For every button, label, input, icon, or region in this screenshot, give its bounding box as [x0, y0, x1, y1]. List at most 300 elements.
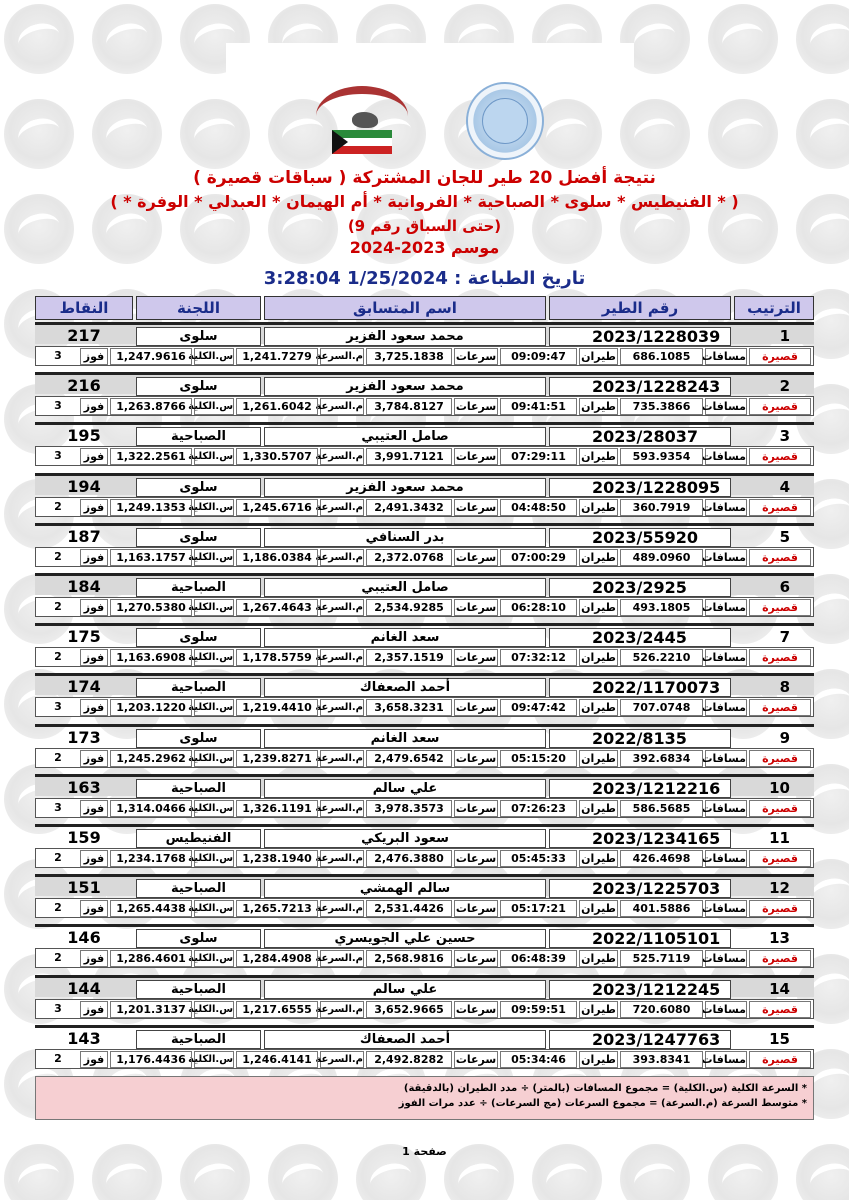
wins-value: 3 — [54, 700, 62, 714]
result-entry — [35, 975, 814, 1019]
result-detail-row — [35, 848, 814, 868]
result-main-row — [35, 1025, 814, 1047]
column-header-name: اسم المتسابق — [264, 296, 546, 320]
points-value: 143 — [67, 1028, 101, 1048]
total-speed-value: 1,247.9616 — [110, 348, 192, 365]
result-main-row — [35, 824, 814, 846]
wins-label: فوز — [80, 448, 108, 465]
speeds-sum-value: 2,492.8282 — [366, 1051, 452, 1068]
speeds-label: سرعات — [455, 601, 497, 614]
result-main-row — [35, 322, 814, 344]
wins-value: 3 — [54, 449, 62, 463]
result-main-row — [35, 774, 814, 796]
result-main-row — [35, 724, 814, 746]
distance-value: 735.3866 — [620, 398, 703, 415]
speeds-label: سرعات — [455, 952, 497, 966]
ring-number: 2023/1228039 — [549, 327, 731, 346]
total-speed-value: 1,314.0466 — [110, 800, 192, 817]
avg-speed-label: م.السرعة — [320, 750, 364, 767]
wins-value: 2 — [54, 951, 62, 965]
avg-speed-label: م.السرعة — [320, 950, 364, 967]
flight-label: طيران — [579, 850, 618, 867]
race-type-label: قصيرة — [749, 900, 811, 917]
wins-value: 2 — [54, 1051, 62, 1065]
ring-number: 2023/1212216 — [549, 779, 731, 798]
result-main-row — [35, 874, 814, 899]
ring-number: 2023/2445 — [549, 628, 731, 647]
points-value: 175 — [67, 627, 101, 647]
avg-speed-label: م.السرعة — [320, 398, 364, 415]
total-speed-label: س.الكلية — [194, 649, 234, 666]
speeds-sum-value: 2,479.6542 — [366, 750, 452, 767]
rank-value: 3 — [779, 427, 790, 446]
speeds-sum-value: 3,725.1838 — [366, 348, 452, 365]
result-detail-row — [35, 999, 814, 1019]
result-detail-row — [35, 547, 814, 567]
wins-label: فوز — [80, 398, 108, 415]
ring-number: 2023/1234165 — [549, 829, 731, 848]
wins-label: فوز — [80, 599, 108, 616]
speeds-sum-value: 3,658.3231 — [366, 699, 452, 716]
result-entry — [35, 874, 814, 918]
avg-speed-value: 1,178.5759 — [236, 649, 318, 666]
rank-value: 10 — [769, 778, 790, 797]
avg-speed-label: م.السرعة — [320, 800, 364, 817]
competitor-name: علي سالم — [264, 779, 546, 798]
total-speed-value: 1,249.1353 — [110, 499, 192, 516]
result-main-row — [35, 573, 814, 595]
race-type-label: قصيرة — [749, 699, 811, 716]
avg-speed-label: م.السرعة — [320, 649, 364, 666]
total-speed-label: س.الكلية — [194, 800, 234, 817]
points-value: 159 — [67, 828, 101, 847]
wins-value: 3 — [54, 800, 62, 814]
committee-name: الصباحية — [136, 578, 261, 597]
column-header-committee: اللجنة — [136, 296, 261, 320]
committee-name: سلوى — [136, 929, 261, 948]
result-detail-row — [35, 898, 814, 918]
committee-name: سلوى — [136, 628, 261, 647]
wins-label: فوز — [80, 549, 108, 566]
race-type-label: قصيرة — [749, 398, 811, 415]
total-speed-label: س.الكلية — [194, 499, 234, 516]
result-detail-row — [35, 446, 814, 466]
distance-value: 426.4698 — [620, 850, 703, 867]
flight-label: طيران — [579, 398, 618, 415]
total-speed-label: س.الكلية — [194, 900, 234, 917]
points-value: 184 — [67, 577, 101, 596]
ring-number: 2022/8135 — [549, 729, 731, 748]
competitor-name: حسين علي الجويسري — [264, 929, 546, 948]
total-speed-value: 1,201.3137 — [110, 1001, 192, 1018]
flight-time-value: 07:26:23 — [500, 800, 577, 817]
total-speed-label: س.الكلية — [194, 699, 234, 716]
result-entry — [35, 924, 814, 968]
speeds-sum-value: 3,784.8127 — [366, 398, 452, 415]
result-entry — [35, 774, 814, 818]
speeds-sum-value: 2,476.3880 — [366, 850, 452, 867]
race-type-label: قصيرة — [749, 549, 811, 566]
ring-number: 2023/28037 — [549, 427, 731, 446]
flight-time-value: 09:09:47 — [500, 348, 577, 365]
result-entry — [35, 1025, 814, 1069]
speeds-label: سرعات — [455, 801, 497, 815]
distances-label: مسافات — [701, 902, 746, 916]
distances-label: مسافات — [701, 651, 746, 665]
result-entry — [35, 673, 814, 717]
ring-number: 2023/55920 — [549, 528, 731, 547]
rank-value: 5 — [779, 527, 790, 546]
distance-value: 401.5886 — [620, 900, 703, 917]
avg-speed-value: 1,219.4410 — [236, 699, 318, 716]
flight-time-value: 07:00:29 — [500, 549, 577, 566]
ring-number: 2023/1247763 — [549, 1030, 731, 1049]
distances-label: مسافات — [701, 1002, 746, 1016]
flight-label: طيران — [579, 1001, 618, 1018]
distances-label: مسافات — [701, 550, 746, 564]
race-type-label: قصيرة — [749, 1001, 811, 1018]
result-entry — [35, 422, 814, 466]
committee-name: الصباحية — [136, 980, 261, 999]
ring-number: 2023/1212245 — [549, 980, 731, 999]
total-speed-value: 1,322.2561 — [110, 448, 192, 465]
avg-speed-label: م.السرعة — [320, 549, 364, 566]
total-speed-value: 1,203.1220 — [110, 699, 192, 716]
wins-value: 2 — [54, 901, 62, 915]
distances-label: مسافات — [701, 500, 746, 514]
total-speed-label: س.الكلية — [194, 448, 234, 465]
rank-value: 11 — [769, 829, 790, 847]
committee-name: سلوى — [136, 729, 261, 748]
wins-value: 2 — [54, 549, 62, 563]
rank-value: 15 — [769, 1029, 790, 1048]
speeds-label: سرعات — [455, 400, 497, 414]
speeds-label: سرعات — [455, 701, 497, 715]
total-speed-value: 1,163.1757 — [110, 549, 192, 566]
wins-value: 3 — [54, 1001, 62, 1015]
column-header-rank: الترتيب — [734, 296, 814, 320]
competitor-name: صامل العتيبي — [264, 427, 546, 446]
speeds-sum-value: 2,357.1519 — [366, 649, 452, 666]
note-total-speed: * السرعة الكلية (س.الكلية) = مجموع المسافات (بالمتر) ÷ مدد الطيران (بالدقيقة) — [403, 1083, 807, 1094]
competitor-name: محمد سعود الفزير — [264, 377, 546, 396]
total-speed-label: س.الكلية — [194, 850, 234, 867]
result-entry — [35, 322, 814, 366]
total-speed-value: 1,245.2962 — [110, 750, 192, 767]
points-value: 187 — [67, 526, 101, 546]
total-speed-value: 1,265.4438 — [110, 900, 192, 917]
total-speed-value: 1,163.6908 — [110, 649, 192, 666]
competitor-name: محمد سعود الفزير — [264, 327, 546, 346]
result-entry — [35, 724, 814, 768]
total-speed-label: س.الكلية — [194, 1051, 234, 1068]
result-detail-row — [35, 597, 814, 617]
total-speed-label: س.الكلية — [194, 950, 234, 967]
flight-time-value: 05:45:33 — [500, 850, 577, 867]
flight-time-value: 04:48:50 — [500, 499, 577, 516]
total-speed-label: س.الكلية — [194, 549, 234, 566]
total-speed-value: 1,234.1768 — [110, 850, 192, 867]
avg-speed-value: 1,239.8271 — [236, 750, 318, 767]
competitor-name: محمد سعود الفزير — [264, 478, 546, 497]
avg-speed-value: 1,330.5707 — [236, 448, 318, 465]
total-speed-label: س.الكلية — [194, 398, 234, 415]
total-speed-label: س.الكلية — [194, 599, 234, 616]
distances-label: مسافات — [701, 450, 746, 464]
race-type-label: قصيرة — [749, 499, 811, 516]
points-value: 195 — [67, 426, 101, 446]
speeds-label: سرعات — [455, 651, 497, 665]
committee-name: الفنيطيس — [136, 829, 261, 848]
flight-label: طيران — [579, 750, 618, 767]
distance-value: 526.2210 — [620, 649, 703, 666]
result-main-row — [35, 473, 814, 495]
avg-speed-value: 1,326.1191 — [236, 800, 318, 817]
result-main-row — [35, 523, 814, 545]
wins-label: فوز — [80, 900, 108, 917]
competitor-name: صامل العتيبي — [264, 578, 546, 597]
flight-label: طيران — [579, 499, 618, 516]
distance-value: 593.9354 — [620, 448, 703, 465]
total-speed-value: 1,176.4436 — [110, 1051, 192, 1068]
distance-value: 493.1805 — [620, 599, 703, 616]
distance-value: 586.5685 — [620, 800, 703, 817]
committee-name: سلوى — [136, 528, 261, 547]
wins-label: فوز — [80, 649, 108, 666]
flight-time-value: 05:34:46 — [500, 1051, 577, 1068]
flight-label: طيران — [579, 699, 618, 716]
race-type-label: قصيرة — [749, 800, 811, 817]
flight-label: طيران — [579, 599, 618, 616]
avg-speed-value: 1,245.6716 — [236, 499, 318, 516]
result-main-row — [35, 975, 814, 997]
speeds-label: سرعات — [455, 1052, 497, 1066]
print-date: تاريخ الطباعة : 1/25/2024 3:28:04 — [263, 268, 586, 289]
wins-value: 3 — [54, 349, 62, 362]
avg-speed-label: م.السرعة — [320, 348, 364, 365]
wins-label: فوز — [80, 1001, 108, 1018]
result-entry — [35, 573, 814, 617]
distance-value: 489.0960 — [620, 549, 703, 566]
flight-time-value: 09:47:42 — [500, 699, 577, 716]
result-detail-row — [35, 697, 814, 717]
committee-name: سلوى — [136, 478, 261, 497]
wins-label: فوز — [80, 499, 108, 516]
distances-label: مسافات — [701, 852, 746, 865]
wins-value: 2 — [54, 750, 62, 764]
distances-label: مسافات — [701, 952, 746, 966]
avg-speed-value: 1,261.6042 — [236, 398, 318, 415]
rank-value: 2 — [779, 377, 790, 396]
rank-value: 12 — [769, 879, 790, 898]
speeds-label: سرعات — [455, 500, 497, 514]
rank-value: 8 — [779, 678, 790, 697]
result-detail-row — [35, 346, 814, 366]
distances-label: مسافات — [701, 350, 746, 363]
result-main-row — [35, 422, 814, 447]
distances-label: مسافات — [701, 801, 746, 815]
distances-label: مسافات — [701, 400, 746, 414]
result-detail-row — [35, 1049, 814, 1069]
flight-label: طيران — [579, 950, 618, 967]
total-speed-value: 1,270.5380 — [110, 599, 192, 616]
speeds-label: سرعات — [455, 550, 497, 564]
committee-name: الصباحية — [136, 779, 261, 798]
race-type-label: قصيرة — [749, 448, 811, 465]
points-value: 163 — [67, 777, 101, 797]
competitor-name: سعد الغانم — [264, 628, 546, 647]
race-count: (حتى السباق رقم 9) — [347, 217, 502, 235]
rank-value: 14 — [769, 979, 790, 998]
race-type-label: قصيرة — [749, 1051, 811, 1068]
race-type-label: قصيرة — [749, 950, 811, 967]
competitor-name: سعد الغانم — [264, 729, 546, 748]
flight-label: طيران — [579, 900, 618, 917]
wins-value: 2 — [54, 499, 62, 513]
avg-speed-label: م.السرعة — [320, 1001, 364, 1018]
flight-time-value: 07:29:11 — [500, 448, 577, 465]
rank-value: 9 — [779, 728, 790, 747]
rank-value: 4 — [779, 477, 790, 496]
distances-label: مسافات — [701, 751, 746, 765]
points-value: 217 — [67, 326, 101, 345]
distance-value: 392.6834 — [620, 750, 703, 767]
flight-time-value: 05:15:20 — [500, 750, 577, 767]
race-type-label: قصيرة — [749, 599, 811, 616]
competitor-name: سالم الهمشي — [264, 879, 546, 898]
competitor-name: علي سالم — [264, 980, 546, 999]
flight-time-value: 09:41:51 — [500, 398, 577, 415]
race-type-label: قصيرة — [749, 348, 811, 365]
ring-number: 2022/1170073 — [549, 678, 731, 697]
committee-name: سلوى — [136, 377, 261, 396]
result-entry — [35, 473, 814, 517]
committee-name: الصباحية — [136, 678, 261, 697]
result-entry — [35, 623, 814, 667]
wins-label: فوز — [80, 1051, 108, 1068]
points-value: 194 — [67, 476, 101, 496]
ring-number: 2023/1228243 — [549, 377, 731, 396]
flight-label: طيران — [579, 649, 618, 666]
result-main-row — [35, 924, 814, 949]
rank-value: 6 — [779, 578, 790, 596]
result-main-row — [35, 673, 814, 698]
result-detail-row — [35, 396, 814, 416]
avg-speed-value: 1,267.4643 — [236, 599, 318, 616]
committee-name: الصباحية — [136, 427, 261, 446]
speeds-sum-value: 2,372.0768 — [366, 549, 452, 566]
race-type-label: قصيرة — [749, 850, 811, 867]
flight-time-value: 06:48:39 — [500, 950, 577, 967]
ring-number: 2023/2925 — [549, 578, 731, 597]
flight-label: طيران — [579, 348, 618, 365]
total-speed-value: 1,286.4601 — [110, 950, 192, 967]
column-header-ring: رقم الطير — [549, 296, 731, 320]
ring-number: 2023/1225703 — [549, 879, 731, 898]
result-main-row — [35, 623, 814, 648]
ring-number: 2022/1105101 — [549, 929, 731, 948]
ring-number: 2023/1228095 — [549, 478, 731, 497]
points-value: 146 — [67, 928, 101, 948]
avg-speed-value: 1,246.4141 — [236, 1051, 318, 1068]
speeds-label: سرعات — [455, 450, 497, 464]
speeds-sum-value: 2,491.3432 — [366, 499, 452, 516]
wins-label: فوز — [80, 348, 108, 365]
column-header-points: النقاط — [35, 296, 133, 320]
competitor-name: أحمد الصعفاك — [264, 678, 546, 697]
committee-name: الصباحية — [136, 879, 261, 898]
committees-list: ( * الفنيطيس * سلوى * الصباحية * الفروانية * أم الهيمان * العبدلي * الوفرة * ) — [110, 192, 739, 211]
result-detail-row — [35, 748, 814, 768]
total-speed-label: س.الكلية — [194, 750, 234, 767]
total-speed-value: 1,263.8766 — [110, 398, 192, 415]
result-entry — [35, 824, 814, 868]
distance-value: 393.8341 — [620, 1051, 703, 1068]
distance-value: 525.7119 — [620, 950, 703, 967]
speeds-label: سرعات — [455, 852, 497, 865]
avg-speed-value: 1,238.1940 — [236, 850, 318, 867]
avg-speed-label: م.السرعة — [320, 900, 364, 917]
points-value: 174 — [67, 677, 101, 697]
page-number: صفحة 1 — [402, 1145, 447, 1158]
points-value: 173 — [67, 727, 101, 747]
speeds-label: سرعات — [455, 1002, 497, 1016]
avg-speed-label: م.السرعة — [320, 699, 364, 716]
rank-value: 13 — [769, 929, 790, 948]
avg-speed-value: 1,186.0384 — [236, 549, 318, 566]
result-detail-row — [35, 647, 814, 667]
wins-value: 2 — [54, 650, 62, 664]
formula-notes — [35, 1076, 814, 1120]
wins-value: 2 — [54, 600, 62, 613]
flight-time-value: 09:59:51 — [500, 1001, 577, 1018]
flight-time-value: 07:32:12 — [500, 649, 577, 666]
race-type-label: قصيرة — [749, 750, 811, 767]
speeds-sum-value: 2,531.4426 — [366, 900, 452, 917]
avg-speed-label: م.السرعة — [320, 599, 364, 616]
points-value: 151 — [67, 878, 101, 898]
rank-value: 7 — [779, 628, 790, 647]
avg-speed-value: 1,217.6555 — [236, 1001, 318, 1018]
distance-value: 360.7919 — [620, 499, 703, 516]
points-value: 216 — [67, 376, 101, 396]
season: موسم 2023-2024 — [349, 238, 500, 257]
distances-label: مسافات — [701, 601, 746, 614]
flight-label: طيران — [579, 1051, 618, 1068]
avg-speed-value: 1,241.7279 — [236, 348, 318, 365]
avg-speed-label: م.السرعة — [320, 499, 364, 516]
flight-time-value: 05:17:21 — [500, 900, 577, 917]
total-speed-label: س.الكلية — [194, 1001, 234, 1018]
flight-label: طيران — [579, 800, 618, 817]
avg-speed-label: م.السرعة — [320, 1051, 364, 1068]
distance-value: 707.0748 — [620, 699, 703, 716]
total-speed-label: س.الكلية — [194, 348, 234, 365]
speeds-sum-value: 3,991.7121 — [366, 448, 452, 465]
flight-time-value: 06:28:10 — [500, 599, 577, 616]
speeds-label: سرعات — [455, 751, 497, 765]
result-detail-row — [35, 948, 814, 968]
avg-speed-label: م.السرعة — [320, 850, 364, 867]
wins-value: 3 — [54, 399, 62, 413]
speeds-label: سرعات — [455, 350, 497, 363]
distances-label: مسافات — [701, 701, 746, 715]
speeds-label: سرعات — [455, 902, 497, 916]
wins-value: 2 — [54, 851, 62, 864]
report-title: نتيجة أفضل 20 طير للجان المشتركة ( سباقات قصيرة ) — [193, 168, 656, 188]
distance-value: 686.1085 — [620, 348, 703, 365]
wins-label: فوز — [80, 950, 108, 967]
